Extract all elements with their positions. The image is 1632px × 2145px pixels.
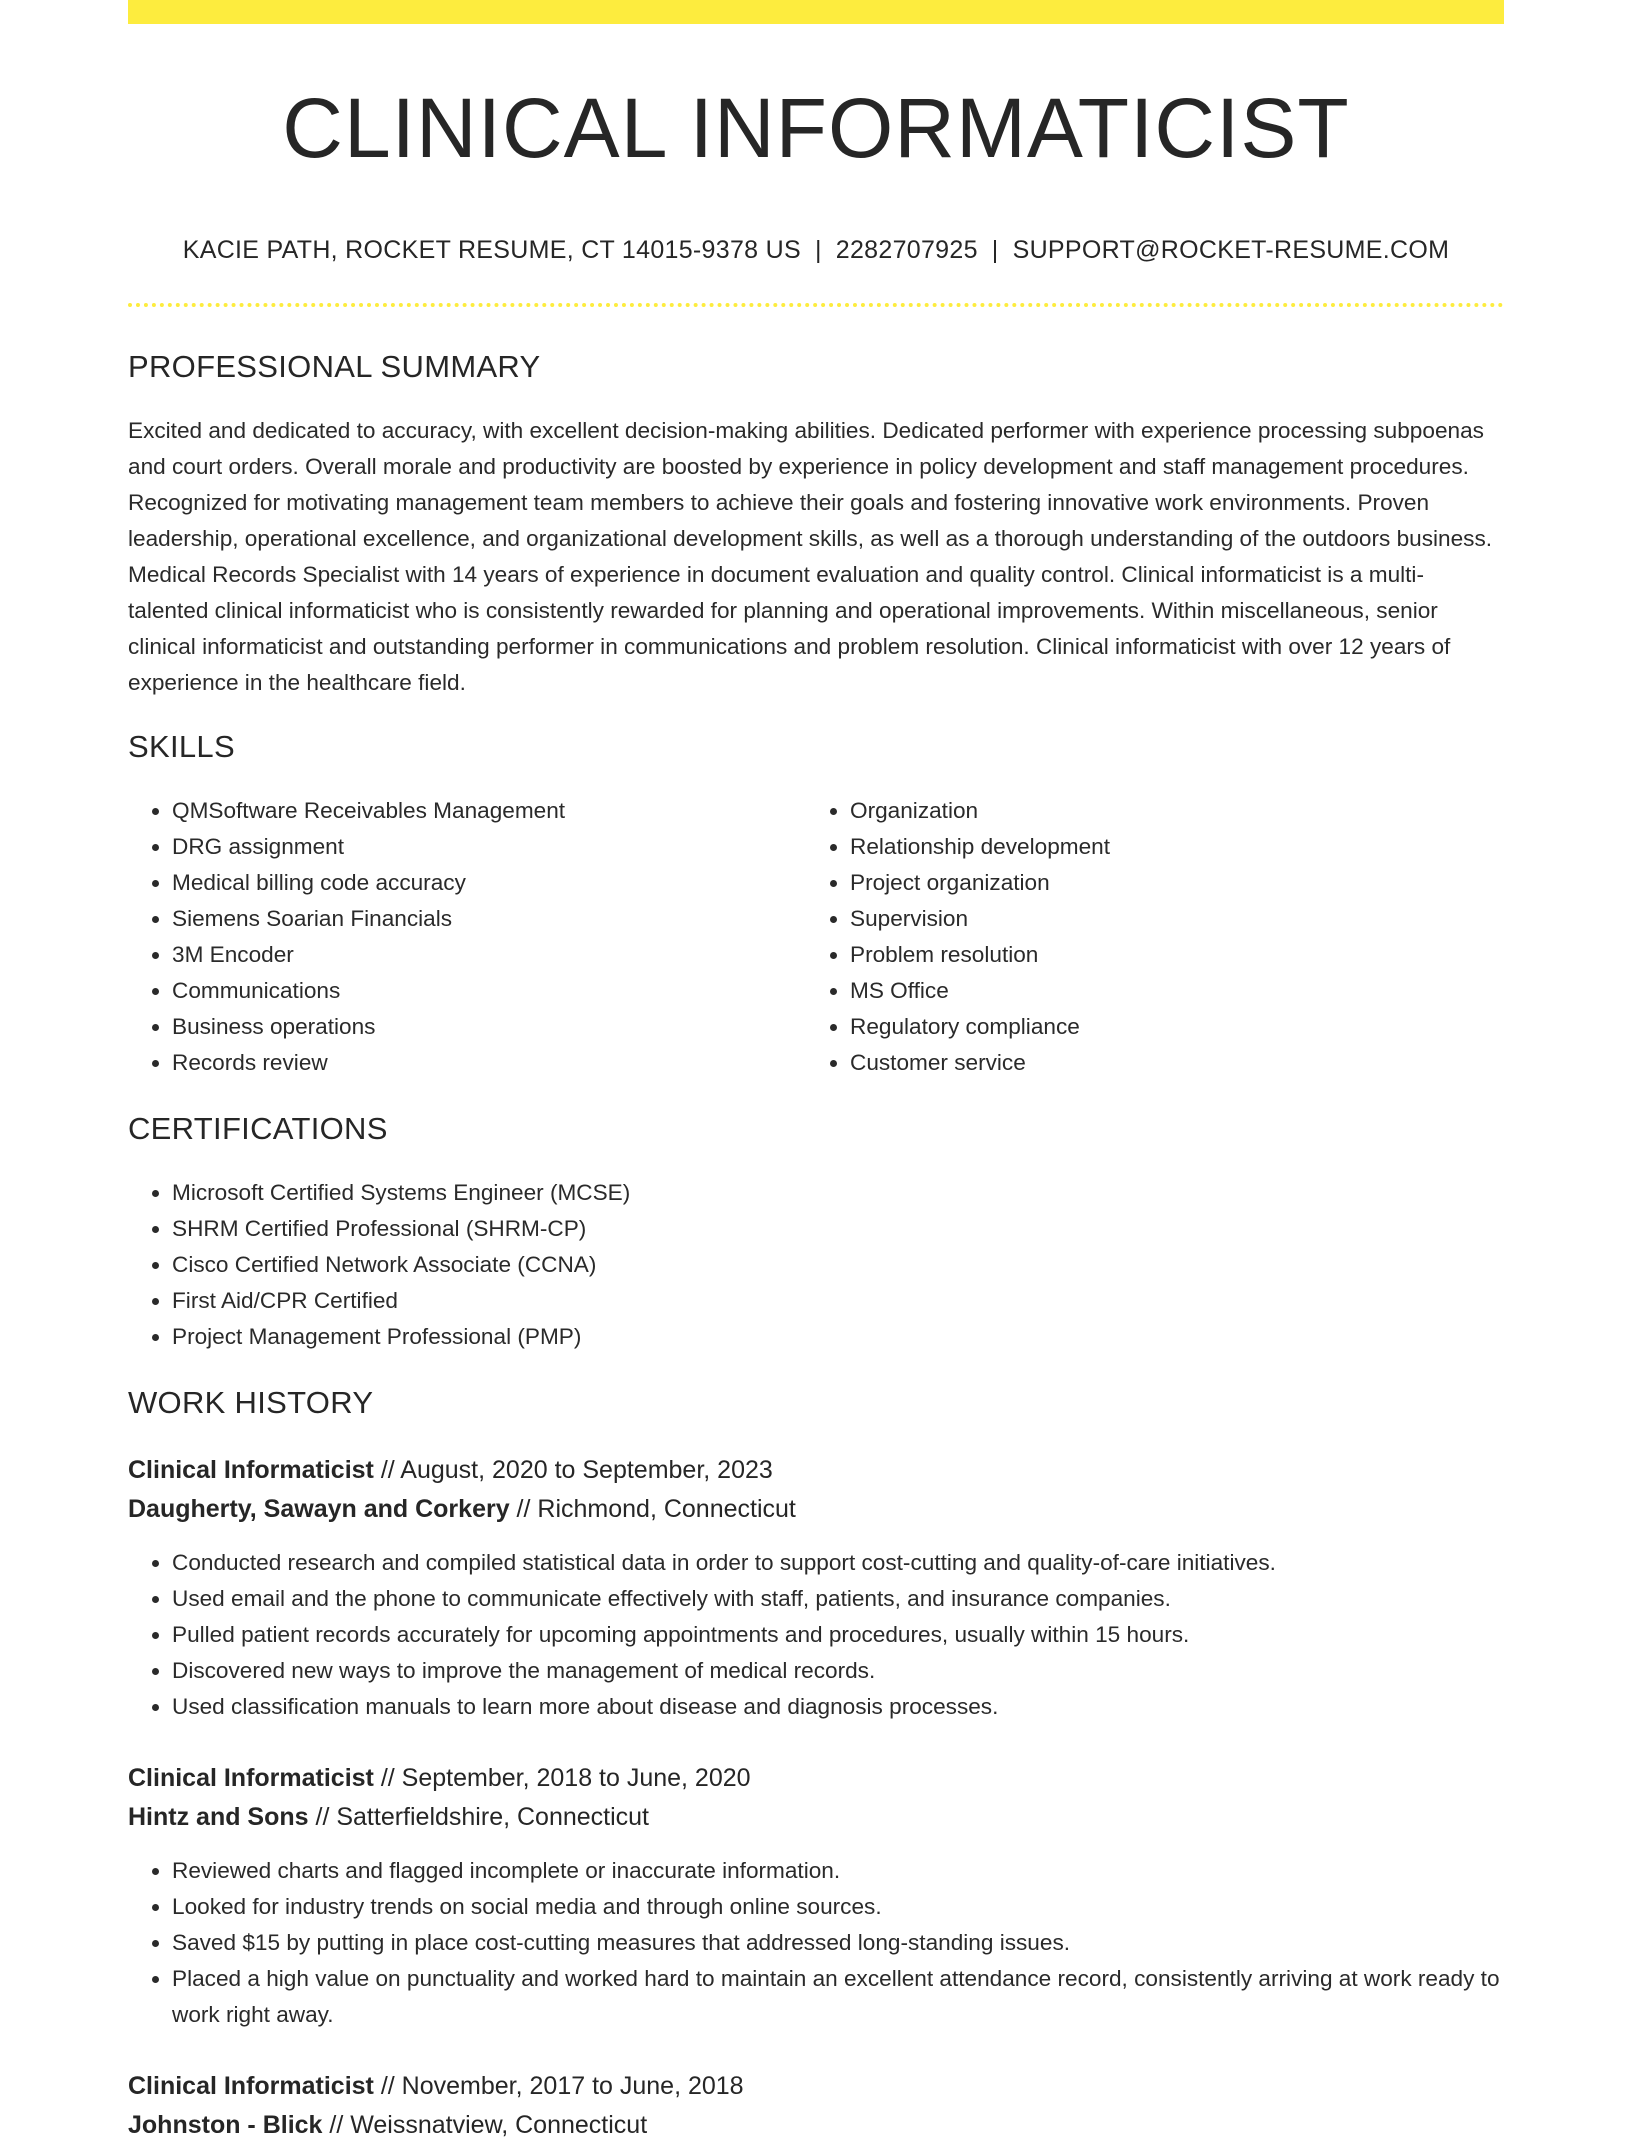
contact-separator: | xyxy=(991,236,999,264)
skill-item: • Relationship development xyxy=(850,829,1484,865)
job-bullet: • Used email and the phone to communicate effectively with staff, patients, and insurance companies. xyxy=(172,1581,1504,1617)
job-company: Hintz and Sons xyxy=(128,1803,309,1831)
summary-heading: PROFESSIONAL SUMMARY xyxy=(128,349,541,384)
job-company: Daugherty, Sawayn and Corkery xyxy=(128,1495,510,1523)
certification-item: • Microsoft Certified Systems Engineer (MCSE) xyxy=(172,1175,1504,1211)
job-entry xyxy=(128,2067,1504,2145)
skills-list-left xyxy=(128,793,806,1081)
skill-item: • Project organization xyxy=(850,865,1484,901)
job-dates: // November, 2017 to June, 2018 xyxy=(373,2072,744,2100)
job-entry xyxy=(128,1759,1504,2033)
skill-item: • Supervision xyxy=(850,901,1484,937)
job-company: Johnston - Blick xyxy=(128,2111,323,2139)
skill-item: • Business operations xyxy=(172,1009,806,1045)
skill-item: • Siemens Soarian Financials xyxy=(172,901,806,937)
skills-heading: SKILLS xyxy=(128,729,235,764)
job-bullet: • Reviewed charts and flagged incomplete or inaccurate information. xyxy=(172,1853,1504,1889)
work-history-heading: WORK HISTORY xyxy=(128,1385,374,1420)
job-bullets xyxy=(128,1853,1504,2033)
summary-text: Excited and dedicated to accuracy, with excellent decision-making abilities. Dedicated performer with experience processing subpoenas and court orders. Overall morale and productivity are boosted by experience in policy development and staff management procedures. Recognized for motivating management team members to achieve their goals and fostering innovative work environments. Proven leadership, operational excellence, and organizational development skills, as well as a thorough understanding of the outdoors business. Medical Records Specialist with 14 years of experience in document evaluation and quality control. Clinical informaticist is a multi-talented clinical informaticist who is consistently rewarded for planning and operational improvements. Within miscellaneous, senior clinical informaticist and outstanding performer in communications and problem resolution. Clinical informaticist with over 12 years of experience in the healthcare field. xyxy=(128,418,1493,695)
job-bullet: • Used classification manuals to learn more about disease and diagnosis processes. xyxy=(172,1689,1504,1725)
certification-item: • Cisco Certified Network Associate (CCNA) xyxy=(172,1247,1504,1283)
job-title: Clinical Informaticist xyxy=(128,1456,374,1484)
skills-list-right xyxy=(806,793,1484,1081)
resume-title: CLINICAL INFORMATICIST xyxy=(282,81,1350,175)
job-bullets xyxy=(128,1545,1504,1725)
certification-item: • SHRM Certified Professional (SHRM-CP) xyxy=(172,1211,1504,1247)
job-bullet: • Pulled patient records accurately for upcoming appointments and procedures, usually within 15 hours. xyxy=(172,1617,1504,1653)
skill-item: • Communications xyxy=(172,973,806,1009)
job-dates: // September, 2018 to June, 2020 xyxy=(373,1764,751,1792)
accent-top-bar xyxy=(128,0,1504,24)
certifications-list xyxy=(128,1175,1504,1355)
job-bullet: • Discovered new ways to improve the management of medical records. xyxy=(172,1653,1504,1689)
job-bullet: • Looked for industry trends on social media and through online sources. xyxy=(172,1889,1504,1925)
header-divider xyxy=(128,303,1504,307)
resume-page xyxy=(128,0,1504,2145)
skills-grid xyxy=(128,793,1504,1081)
job-title: Clinical Informaticist xyxy=(128,2072,374,2100)
contact-phone: 2282707925 xyxy=(835,236,978,264)
job-location: // Richmond, Connecticut xyxy=(509,1495,796,1523)
contact-line xyxy=(128,236,1504,265)
contact-separator: | xyxy=(814,236,822,264)
job-bullet: • Saved $15 by putting in place cost-cutting measures that addressed long-standing issues. xyxy=(172,1925,1504,1961)
skill-item: • Regulatory compliance xyxy=(850,1009,1484,1045)
skill-item: • Organization xyxy=(850,793,1484,829)
skill-item: • QMSoftware Receivables Management xyxy=(172,793,806,829)
job-location: // Satterfieldshire, Connecticut xyxy=(308,1803,650,1831)
contact-address: KACIE PATH, ROCKET RESUME, CT 14015-9378 US xyxy=(182,236,801,264)
job-header xyxy=(128,1451,1504,1529)
certification-item: • Project Management Professional (PMP) xyxy=(172,1319,1504,1355)
job-header xyxy=(128,2067,1504,2145)
skill-item: • Records review xyxy=(172,1045,806,1081)
skill-item: • Problem resolution xyxy=(850,937,1484,973)
job-dates: // August, 2020 to September, 2023 xyxy=(373,1456,773,1484)
job-title: Clinical Informaticist xyxy=(128,1764,374,1792)
job-bullet: • Placed a high value on punctuality and worked hard to maintain an excellent attendance record, consistently arriving at work ready to work right away. xyxy=(172,1961,1504,2033)
contact-email: SUPPORT@ROCKET-RESUME.COM xyxy=(1012,236,1450,264)
skill-item: • Customer service xyxy=(850,1045,1484,1081)
job-bullet: • Conducted research and compiled statistical data in order to support cost-cutting and quality-of-care initiatives. xyxy=(172,1545,1504,1581)
certification-item: • First Aid/CPR Certified xyxy=(172,1283,1504,1319)
job-header xyxy=(128,1759,1504,1837)
job-entry xyxy=(128,1451,1504,1725)
skill-item: • 3M Encoder xyxy=(172,937,806,973)
skill-item: • MS Office xyxy=(850,973,1484,1009)
skill-item: • DRG assignment xyxy=(172,829,806,865)
job-location: // Weissnatview, Connecticut xyxy=(322,2111,648,2139)
skill-item: • Medical billing code accuracy xyxy=(172,865,806,901)
certifications-heading: CERTIFICATIONS xyxy=(128,1111,388,1146)
